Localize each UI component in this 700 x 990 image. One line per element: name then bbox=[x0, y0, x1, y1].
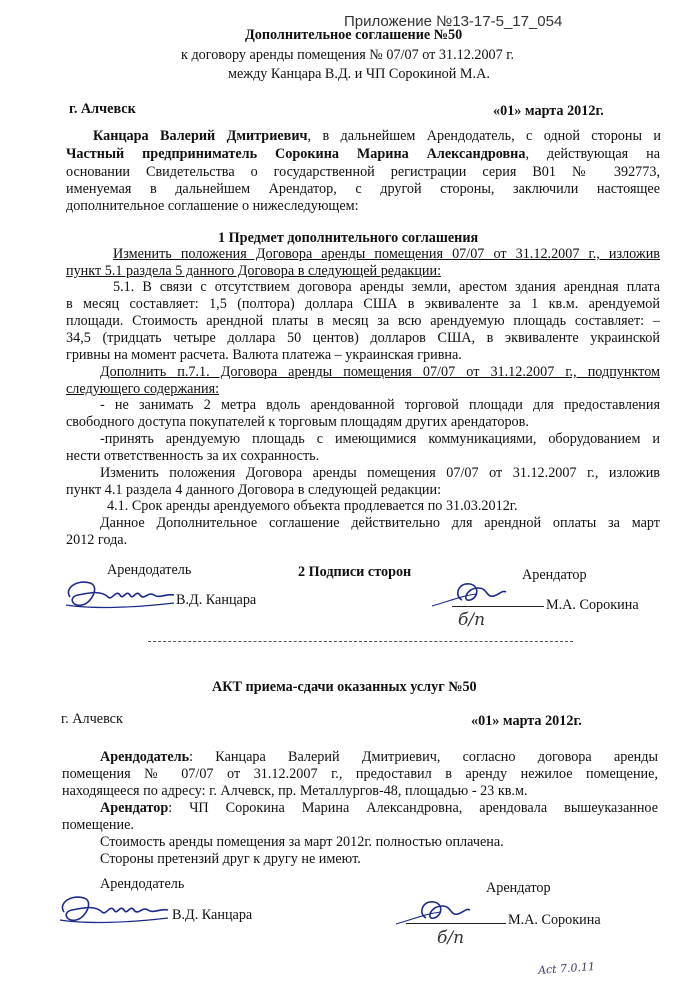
act-line-4 bbox=[100, 800, 658, 816]
act-tenant-signature bbox=[396, 892, 506, 932]
s1-p5-line-1: -принять арендуемую площадь с имеющимися коммуникациями, оборудованием и bbox=[100, 431, 660, 447]
intro-line-2-rest: , действующая на bbox=[525, 146, 660, 162]
agreement-subtitle-1: к договору аренды помещения № 07/07 от 31.12.2007 г. bbox=[181, 47, 515, 63]
landlord-full-name: Канцара Валерий Дмитриевич bbox=[93, 128, 308, 144]
agreement-intro-line-1 bbox=[93, 128, 661, 144]
landlord-signature bbox=[62, 575, 182, 615]
s1-p4-line-2: свободного доступа покупателей к торговым площадям других арендаторов. bbox=[66, 414, 529, 430]
act-line-4-rest: : ЧП Сорокина Марина Александровна, арендовала вышеуказанное bbox=[168, 800, 658, 816]
act-line-1 bbox=[100, 749, 658, 765]
act-tenant-name: М.А. Сорокина bbox=[508, 912, 601, 928]
agreement-intro-line-2 bbox=[66, 146, 660, 162]
s1-p2-line-4: 34,5 (тридцать четыре доллара 50 центов) долларов США, в эквиваленте украинской bbox=[66, 330, 660, 346]
corner-note: Act 7.0.11 bbox=[537, 960, 596, 977]
act-landlord-signature bbox=[56, 890, 176, 930]
appendix-label: Приложение №13-17-5_17_054 bbox=[344, 13, 563, 30]
act-landlord-label-inline: Арендодатель bbox=[100, 749, 190, 765]
act-title: АКТ приема-сдачи оказанных услуг №50 bbox=[212, 679, 477, 695]
act-date: «01» марта 2012г. bbox=[471, 713, 582, 729]
agreement-title: Дополнительное соглашение №50 bbox=[245, 27, 463, 43]
separator-line bbox=[148, 641, 573, 642]
s1-p3-line-1: Дополнить п.7.1. Договора аренды помещения 07/07 от 31.12.2007 г., подпунктом bbox=[100, 364, 660, 380]
agreement-intro-line-3: основании Свидетельства о государственной регистрации серия В01 № 392773, bbox=[66, 164, 660, 180]
s1-p8-line-1: Данное Дополнительное соглашение действительно для арендной оплаты за март bbox=[100, 515, 660, 531]
s1-p2-line-1: 5.1. В связи с отсутствием договора аренды земли, арестом здания арендная плата bbox=[113, 279, 660, 295]
intro-line-1-rest: , в дальнейшем Арендодатель, с одной стороны и bbox=[307, 128, 661, 144]
agreement-tenant-name: М.А. Сорокина bbox=[546, 597, 639, 613]
act-line-5: помещение. bbox=[62, 817, 134, 833]
agreement-subtitle-2: между Канцара В.Д. и ЧП Сорокиной М.А. bbox=[228, 66, 490, 82]
act-line-3: находящееся по адресу: г. Алчевск, пр. Металлургов-48, площадью - 23 кв.м. bbox=[62, 783, 528, 799]
act-line-7: Стороны претензий друг к другу не имеют. bbox=[100, 851, 361, 867]
agreement-intro-line-4: именуемая в дальнейшем Арендатор, с другой стороны, заключили настоящее bbox=[66, 181, 660, 197]
act-line-6: Стоимость аренды помещения за март 2012г. полностью оплачена. bbox=[100, 834, 504, 850]
s1-p3-line-2: следующего содержания: bbox=[66, 381, 220, 397]
s1-p2-line-2: в месяц составляет: 1,5 (полтора) доллара США в эквиваленте за 1 кв.м. арендуемой bbox=[66, 296, 660, 312]
act-tenant-sign-line bbox=[406, 923, 506, 924]
agreement-city: г. Алчевск bbox=[69, 101, 136, 117]
s1-p1-line-1: Изменить положения Договора аренды помещения 07/07 от 31.12.2007 г., изложив bbox=[113, 246, 660, 262]
agreement-landlord-name: В.Д. Канцара bbox=[176, 592, 257, 608]
s1-p5-line-2: нести ответственность за их сохранность. bbox=[66, 448, 320, 464]
agreement-date: «01» марта 2012г. bbox=[493, 103, 604, 119]
s1-p4-line-1: - не занимать 2 метра вдоль арендованной торговой площади для предоставления bbox=[100, 397, 660, 413]
act-line-1-rest: : Канцара Валерий Дмитриевич, согласно договора аренды bbox=[189, 749, 658, 765]
agreement-tenant-label: Арендатор bbox=[522, 567, 587, 583]
s1-p2-line-5: гривны на момент расчета. Валюта платежа – украинская гривна. bbox=[66, 347, 462, 363]
s1-p7: 4.1. Срок аренды арендуемого объекта продлевается по 31.03.2012г. bbox=[107, 498, 518, 514]
agreement-intro-line-5: дополнительное соглашение о нижеследующем: bbox=[66, 198, 359, 214]
agreement-tenant-sign-line bbox=[452, 606, 544, 607]
s1-p2-line-3: площади. Стоимость арендной платы в месяц за всю арендуемую площадь составляет: – bbox=[66, 313, 660, 329]
act-city: г. Алчевск bbox=[61, 711, 123, 727]
act-tenant-label: Арендатор bbox=[486, 880, 551, 896]
agreement-landlord-label: Арендодатель bbox=[107, 562, 192, 578]
act-line-2: помещения № 07/07 от 31.12.2007 г., предоставил в аренду нежилое помещение, bbox=[62, 766, 658, 782]
s1-p6-line-1: Изменить положения Договора аренды помещения 07/07 от 31.12.2007 г., изложив bbox=[100, 465, 660, 481]
section-2-title: 2 Подписи сторон bbox=[298, 564, 412, 580]
tenant-signature bbox=[432, 574, 542, 614]
agreement-tenant-note: б/п bbox=[458, 610, 486, 630]
s1-p1-line-2: пункт 5.1 раздела 5 данного Договора в следующей редакции: bbox=[66, 263, 442, 279]
section-1-title: 1 Предмет дополнительного соглашения bbox=[218, 230, 479, 246]
s1-p6-line-2: пункт 4.1 раздела 4 данного Договора в следующей редакции: bbox=[66, 482, 442, 498]
act-tenant-label-inline: Арендатор bbox=[100, 800, 169, 816]
s1-p8-line-2: 2012 года. bbox=[66, 532, 128, 548]
tenant-full-name: Частный предприниматель Сорокина Марина Александровна bbox=[66, 146, 526, 162]
act-tenant-note: б/п bbox=[437, 928, 465, 948]
act-landlord-label: Арендодатель bbox=[100, 876, 185, 892]
act-landlord-name: В.Д. Канцара bbox=[172, 907, 253, 923]
